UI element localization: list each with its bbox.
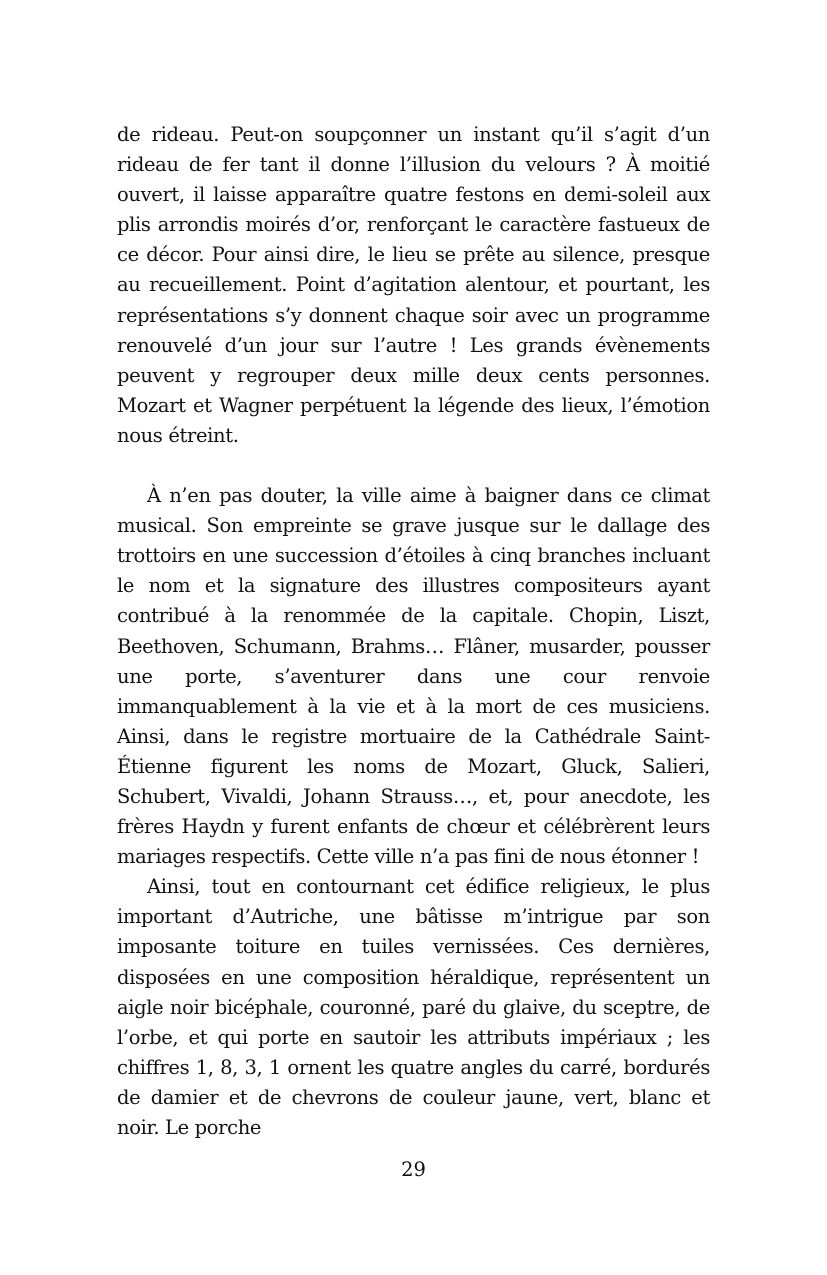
paragraph-spacer bbox=[117, 451, 710, 481]
paragraph-1: de rideau. Peut-on soupçonner un instant qu’il s’agit d’un rideau de fer tant il donne l’illusion du velours ? À moitié ouvert, il laisse apparaître quatre festons en demi-soleil aux plis arrondis moirés d’or, renforçant le caractère fastueux de ce décor. Pour ainsi dire, le lieu se prête au silence, presque au recueillement. Point d’agitation alentour, et pourtant, les représentations s’y donnent chaque soir avec un programme renouvelé d’un jour sur l’autre ! Les grands évènements peuvent y regrouper deux mille deux cents personnes. Mozart et Wagner perpétuent la légende des lieux, l’émotion nous étreint. bbox=[117, 123, 710, 447]
page-body bbox=[117, 120, 710, 1143]
paragraph-2: À n’en pas douter, la ville aime à baigner dans ce climat musical. Son empreinte se grave jusque sur le dallage des trottoirs en une succession d’étoiles à cinq branches incluant le nom et la signature des illustres compositeurs ayant contribué à la renommée de la capitale. Chopin, Liszt, Beethoven, Schumann, Brahms… Flâner, musarder, pousser une porte, s’aventurer dans une cour renvoie immanquablement à la vie et à la mort de ces musiciens. Ainsi, dans le registre mortuaire de la Cathédrale Saint-Étienne figurent les noms de Mozart, Gluck, Salieri, Schubert, Vivaldi, Johann Strauss…, et, pour anecdote, les frères Haydn y furent enfants de chœur et célébrèrent leurs mariages respectifs. Cette ville n’a pas fini de nous étonner ! bbox=[117, 484, 710, 869]
paragraph-3: Ainsi, tout en contournant cet édifice religieux, le plus important d’Autriche, une bâtisse m’intrigue par son imposante toiture en tuiles vernissées. Ces dernières, disposées en une composition héraldique, représentent un aigle noir bicéphale, couronné, paré du glaive, du sceptre, de l’orbe, et qui porte en sautoir les attributs impériaux ; les chiffres 1, 8, 3, 1 ornent les quatre angles du carré, bordurés de damier et de chevrons de couleur jaune, vert, blanc et noir. Le porche bbox=[117, 875, 710, 1139]
page-number: 29 bbox=[401, 1158, 426, 1181]
